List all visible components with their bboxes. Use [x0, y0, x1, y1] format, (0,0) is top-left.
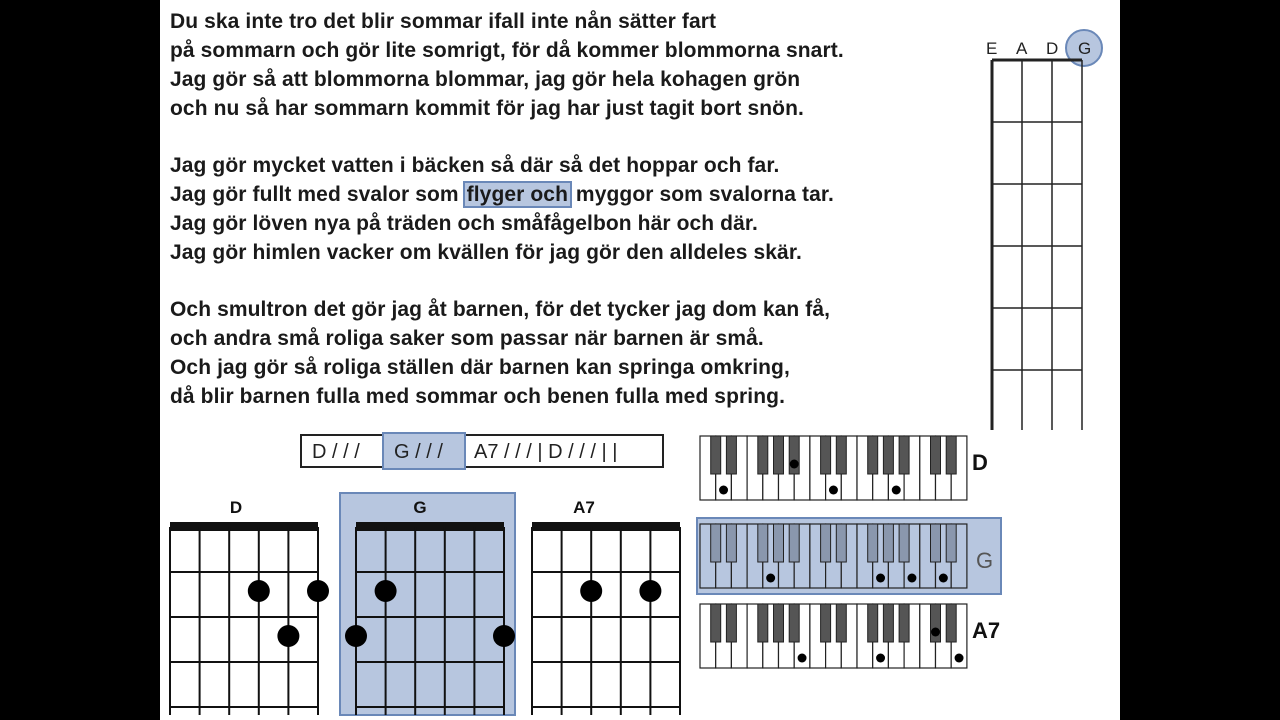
black-key — [711, 604, 721, 642]
black-key — [789, 604, 799, 642]
lyric-line: och nu så har sommarn kommit för jag har just tagit bort snön. — [170, 97, 804, 120]
piano-diagrams — [160, 0, 1120, 720]
note-dot — [790, 460, 799, 469]
lyric-line: Jag gör mycket vatten i bäcken så där så det hoppar och far. — [170, 154, 780, 177]
lyric-line: på sommarn och gör lite somrigt, för då kommer blommorna snart. — [170, 39, 844, 62]
chord-label-d: D — [229, 498, 243, 517]
black-key — [836, 604, 846, 642]
lyric-segment: myggor som svalorna tar. — [570, 183, 834, 206]
note-dot — [955, 654, 964, 663]
black-key — [836, 436, 846, 474]
note-dot — [939, 574, 948, 583]
note-dot — [931, 628, 940, 637]
black-key — [821, 436, 831, 474]
slide — [160, 0, 1120, 720]
black-key — [774, 524, 784, 562]
black-key — [946, 436, 956, 474]
progression-segment: G / / / — [394, 441, 443, 463]
black-key — [946, 524, 956, 562]
black-key — [821, 604, 831, 642]
lyric-line: då blir barnen fulla med sommar och benen fulla med spring. — [170, 385, 786, 408]
black-key — [789, 524, 799, 562]
lyric-line: Jag gör löven nya på träden och småfågelbon här och där. — [170, 212, 758, 235]
lyric-line: Du ska inte tro det blir sommar ifall inte nån sätter fart — [170, 10, 717, 33]
black-key — [774, 604, 784, 642]
black-key — [711, 524, 721, 562]
black-key — [758, 604, 768, 642]
black-key — [931, 436, 941, 474]
note-dot — [876, 654, 885, 663]
black-key — [868, 524, 878, 562]
black-key — [726, 524, 736, 562]
note-dot — [798, 654, 807, 663]
black-key — [836, 524, 846, 562]
black-key — [883, 436, 893, 474]
black-key — [726, 604, 736, 642]
string-label: D — [1046, 39, 1059, 58]
string-label: A — [1016, 39, 1028, 58]
black-key — [868, 436, 878, 474]
black-key — [821, 524, 831, 562]
note-dot — [719, 486, 728, 495]
lyric-segment: Jag gör fullt med svalor som — [170, 183, 465, 206]
chord-label-g: G — [413, 498, 427, 517]
black-key — [883, 604, 893, 642]
black-key — [711, 436, 721, 474]
black-key — [758, 524, 768, 562]
piano-label-a7: A7 — [972, 618, 1001, 643]
lyric-line: Jag gör himlen vacker om kvällen för jag gör den alldeles skär. — [170, 241, 802, 264]
black-key — [774, 436, 784, 474]
lyric-line: och andra små roliga saker som passar när barnen är små. — [170, 327, 764, 350]
note-dot — [829, 486, 838, 495]
black-key — [899, 524, 909, 562]
piano-label-d: D — [972, 450, 988, 475]
lyric-line: Och jag gör så roliga ställen där barnen kan springa omkring, — [170, 356, 790, 379]
black-key — [899, 436, 909, 474]
string-label: E — [986, 39, 998, 58]
note-dot — [907, 574, 916, 583]
chord-label-a7: A7 — [573, 498, 595, 517]
black-key — [758, 436, 768, 474]
string-label: G — [1078, 39, 1092, 58]
note-dot — [892, 486, 901, 495]
black-key — [899, 604, 909, 642]
black-key — [726, 436, 736, 474]
progression-segment: A7 / / / | D / / / | | — [474, 441, 618, 463]
black-key — [883, 524, 893, 562]
note-dot — [766, 574, 775, 583]
black-key — [868, 604, 878, 642]
piano-label-g: G — [976, 548, 994, 573]
progression-segment: D / / / — [312, 441, 360, 463]
black-key — [946, 604, 956, 642]
lyric-line: Jag gör så att blommorna blommar, jag gör hela kohagen grön — [170, 68, 801, 91]
lyric-highlight: flyger och — [466, 183, 568, 206]
note-dot — [876, 574, 885, 583]
black-key — [931, 524, 941, 562]
lyric-line: Och smultron det gör jag åt barnen, för det tycker jag dom kan få, — [170, 298, 831, 321]
